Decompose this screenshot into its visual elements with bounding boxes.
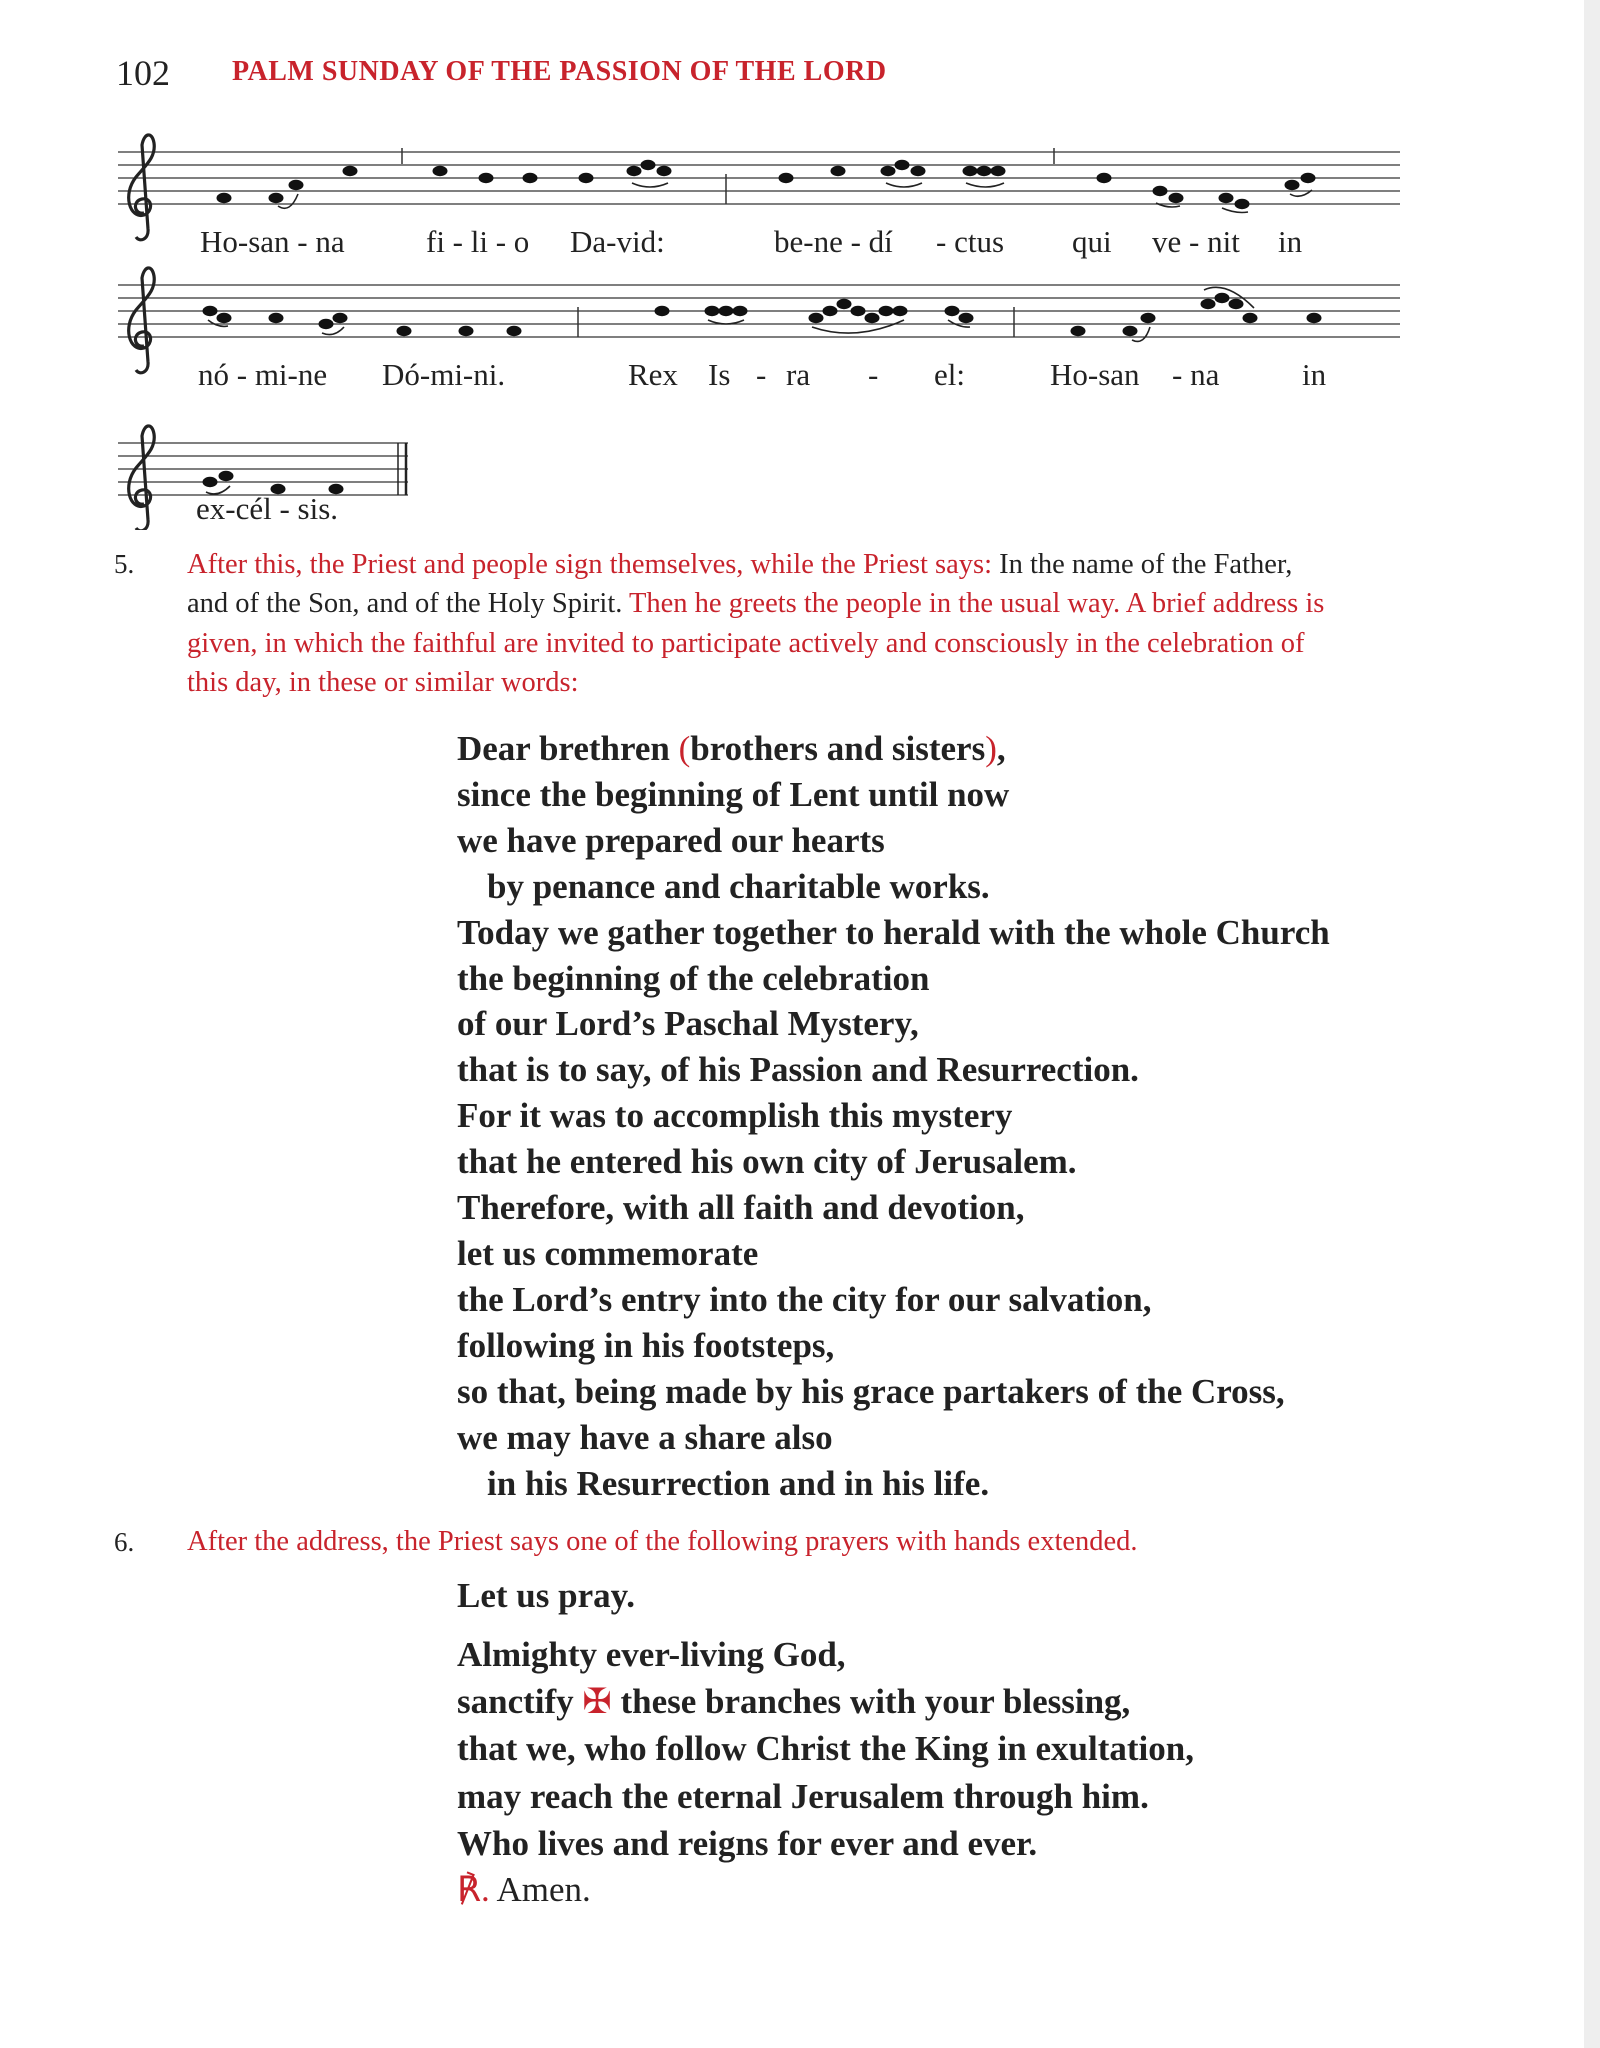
running-title: PALM SUNDAY OF THE PASSION OF THE LORD	[232, 56, 887, 87]
lyric: Da-vid:	[570, 224, 665, 259]
prayer-invitation: Let us pray.	[457, 1576, 635, 1615]
response-text: Amen.	[489, 1870, 591, 1909]
rubric-section-5	[187, 545, 1337, 702]
address-text-part: brothers and sisters	[690, 729, 986, 768]
treble-clef-icon	[129, 426, 155, 530]
lyric: Ho-san - na	[200, 224, 345, 259]
spoken-text: In the name of the Father, and of the Son, and of the Holy Spirit.	[187, 549, 1293, 620]
red-parenthesis: (	[678, 729, 691, 768]
address-line: the Lord’s entry into the city for our salvation,	[457, 1279, 1152, 1319]
lyric: nó - mi-ne	[198, 357, 328, 392]
prayer-line: may reach the eternal Jerusalem through him.	[457, 1776, 1149, 1816]
address-text	[457, 726, 1330, 1506]
lyric: ra	[786, 357, 811, 392]
address-line	[457, 726, 1330, 772]
chant-notation	[0, 0, 1600, 530]
lyric: - ctus	[936, 224, 1005, 259]
paragraph-number: 5.	[114, 549, 135, 579]
lyric: ex-cél - sis.	[196, 491, 339, 526]
address-line: by penance and charitable works.	[487, 866, 990, 906]
response-icon: ℟.	[457, 1870, 490, 1909]
lyric: Ho-san	[1050, 357, 1140, 392]
lyric: -	[868, 357, 879, 392]
address-line: in his Resurrection and in his life.	[487, 1463, 990, 1503]
rubric-text: Then he greets the people in the usual way. A brief address is given, in which the faithful are invited to participate actively and consciously in the celebration of this day, in these or similar words:	[187, 588, 1325, 698]
treble-clef-icon	[129, 135, 155, 240]
address-line: since the beginning of Lent until now	[457, 774, 1010, 814]
address-line: let us commemorate	[457, 1233, 759, 1273]
address-line: following in his footsteps,	[457, 1325, 835, 1365]
lyric: Dó-mi-ni.	[382, 357, 506, 392]
lyric: Rex	[628, 357, 678, 392]
prayer-line	[457, 1678, 1194, 1725]
treble-clef-icon	[129, 268, 155, 373]
lyric: ve - nit	[1152, 224, 1240, 259]
address-text-part: Dear brethren	[457, 729, 679, 768]
lyric: el:	[934, 357, 965, 392]
prayer-line: Almighty ever-living God,	[457, 1635, 846, 1674]
prayer-line: Who lives and reigns for ever and ever.	[457, 1823, 1038, 1863]
prayer-text	[457, 1631, 1194, 1867]
prayer-text-part: these branches with your blessing,	[611, 1682, 1131, 1722]
address-line: we may have a share also	[457, 1417, 833, 1457]
lyric: -	[756, 357, 767, 392]
page-number: 102	[116, 53, 170, 93]
address-line: Therefore, with all faith and devotion,	[457, 1188, 1025, 1228]
address-line: of our Lord’s Paschal Mystery,	[457, 1004, 919, 1044]
paragraph-number: 6.	[114, 1527, 135, 1557]
prayer-line: that we, who follow Christ the King in exultation,	[457, 1729, 1194, 1769]
address-line: so that, being made by his grace partakers of the Cross,	[457, 1371, 1285, 1411]
address-line: that he entered his own city of Jerusalem.	[457, 1142, 1077, 1182]
lyric: qui	[1072, 224, 1112, 259]
address-line: we have prepared our hearts	[457, 820, 885, 860]
lyric: Is	[708, 357, 731, 392]
lyric: in	[1302, 357, 1327, 392]
lyric: be-ne - dí	[774, 224, 893, 259]
address-line: For it was to accomplish this mystery	[457, 1096, 1013, 1136]
lyric: fi - li - o	[426, 224, 530, 259]
lyric: - na	[1172, 357, 1220, 392]
cross-icon: ✠	[582, 1682, 612, 1722]
red-parenthesis: )	[985, 729, 997, 768]
address-line: Today we gather together to herald with the whole Church	[457, 912, 1330, 952]
response	[457, 1870, 591, 1910]
address-line: the beginning of the celebration	[457, 958, 930, 998]
address-line: that is to say, of his Passion and Resurrection.	[457, 1050, 1139, 1090]
prayer-text-part: sanctify	[457, 1682, 583, 1722]
rubric-section-6: After the address, the Priest says one of the following prayers with hands extended.	[187, 1526, 1138, 1557]
address-text-part: ,	[996, 729, 1006, 768]
lyric: in	[1278, 224, 1303, 259]
rubric-text: After this, the Priest and people sign themselves, while the Priest says:	[187, 549, 1000, 580]
